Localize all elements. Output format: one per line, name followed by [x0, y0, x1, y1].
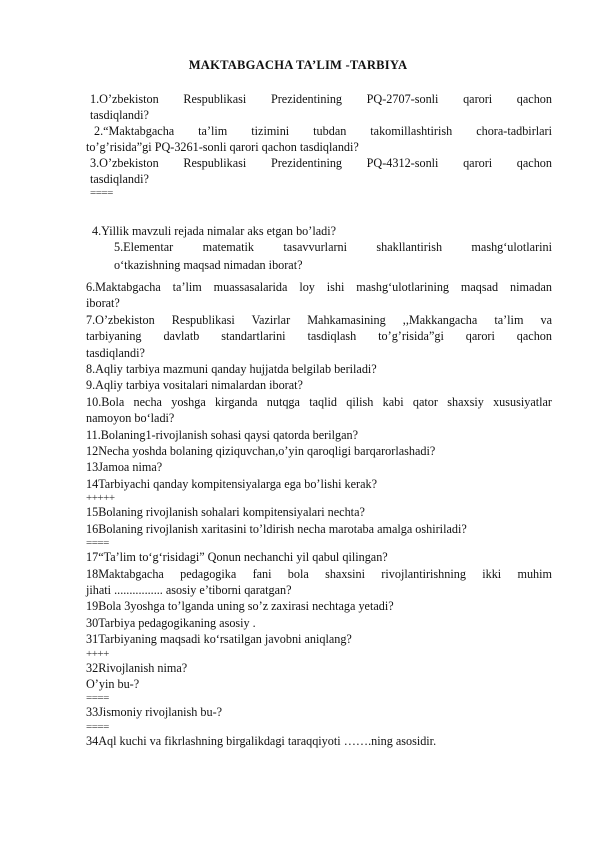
question-7-line-3: tasdiqlandi? — [86, 345, 145, 360]
question-8: 8.Aqliy tarbiya mazmuni qanday hujjatda belgilab beriladi? — [86, 362, 377, 377]
question-7-line-1: 7.O’zbekiston Respublikasi Vazirlar Mahkamasining ,,Makkangacha ta’lim va — [86, 312, 552, 327]
question-2-line-1: 2.“Maktabgacha ta’lim tizimini tubdan takomillashtirish chora-tadbirlari — [94, 124, 552, 138]
question-12: 12Necha yoshda bolaning qiziquvchan,o’yin qaroqligi barqarorlashadi? — [86, 444, 436, 459]
question-7-line-2: tarbiyaning davlatb standartlarini tasdiqlash to’g’risida”gi qarori qachon — [86, 329, 552, 344]
question-18-line-1: 18Maktabgacha pedagogika fani bola shaxsini rivojlantirishning ikki muhim — [86, 566, 552, 581]
question-16: 16Bolaning rivojlanish xaritasini to’ldirish necha marotaba amalga oshiriladi? — [86, 521, 467, 536]
page-title: MAKTABGACHA TA’LIM -TARBIYA — [188, 58, 408, 72]
question-6-line-2: iborat? — [86, 296, 120, 311]
question-5-line-2: o‘tkazishning maqsad nimadan iborat? — [114, 257, 303, 272]
question-2 — [86, 124, 552, 155]
question-9: 9.Aqliy tarbiya vositalari nimalardan iborat? — [86, 378, 303, 393]
question-3-line-1: 3.O’zbekiston Respublikasi Prezidentining PQ-4312-sonli qarori qachon — [90, 156, 552, 170]
separator: ==== — [90, 187, 113, 200]
question-4 — [92, 224, 552, 240]
question-2-line-2: to’g’risida”gi PQ-3261-sonli qarori qachon tasdiqlandi? — [86, 139, 359, 154]
question-30: 30Tarbiya pedagogikaning asosiy . — [86, 615, 256, 630]
question-5-line-1: 5.Elementar matematik tasavvurlarni shakllantirish mashg‘ulotlarini — [114, 240, 552, 254]
question-10-line-1: 10.Bola necha yoshga kirganda nutqga taqlid qilish kabi qator shaxsiy xususiyatlar — [86, 394, 552, 409]
question-3 — [90, 156, 552, 199]
separator: ==== — [86, 720, 109, 733]
question-33: 33Jismoniy rivojlanish bu-? — [86, 705, 223, 720]
question-5 — [114, 240, 552, 273]
question-1-line-2: tasdiqlandi? — [90, 107, 149, 122]
question-15: 15Bolaning rivojlanish sohalari kompitensiyalari nechta? — [86, 505, 365, 520]
question-10-line-2: namoyon bo‘ladi? — [86, 411, 175, 426]
question-32: 32Rivojlanish nima? — [86, 660, 188, 675]
question-14: 14Tarbiyachi qanday kompitensiyalarga ega bo’lishi kerak? — [86, 476, 377, 491]
question-34: 34Aql kuchi va fikrlashning birgalikdagi taraqqiyoti …….ning asosidir. — [86, 733, 437, 748]
question-18-line-2: jihati ................ asosiy e’tiborni qaratgan? — [86, 582, 292, 597]
question-1-line-1: 1.O’zbekiston Respublikasi Prezidentining PQ-2707-sonli qarori qachon — [90, 92, 552, 106]
question-13: 13Jamoa nima? — [86, 460, 163, 475]
question-1 — [90, 92, 552, 123]
question-32-b: O’yin bu-? — [86, 676, 140, 691]
question-4-line: 4.Yillik mavzuli rejada nimalar aks etgan bo’ladi? — [92, 224, 337, 238]
question-17: 17“Ta’lim to‘g‘risidagi” Qonun nechanchi yil qabul qilingan? — [86, 550, 388, 565]
question-3-line-2: tasdiqlandi? — [90, 171, 149, 186]
separator: ++++ — [86, 647, 109, 660]
separator: +++++ — [86, 492, 115, 505]
question-19: 19Bola 3yoshga to’lganda uning so’z zaxirasi nechtaga yetadi? — [86, 599, 394, 614]
question-11: 11.Bolaning1-rivojlanish sohasi qaysi qatorda berilgan? — [86, 427, 359, 442]
question-31: 31Tarbiyaning maqsadi ko‘rsatilgan javobni aniqlang? — [86, 632, 352, 647]
question-6-line-1: 6.Maktabgacha ta’lim muassasalarida loy ishi mashg‘ulotlarining maqsad nimadan — [86, 280, 552, 294]
separator: ==== — [86, 692, 109, 705]
separator: ==== — [86, 537, 109, 550]
questions-main — [86, 279, 552, 749]
